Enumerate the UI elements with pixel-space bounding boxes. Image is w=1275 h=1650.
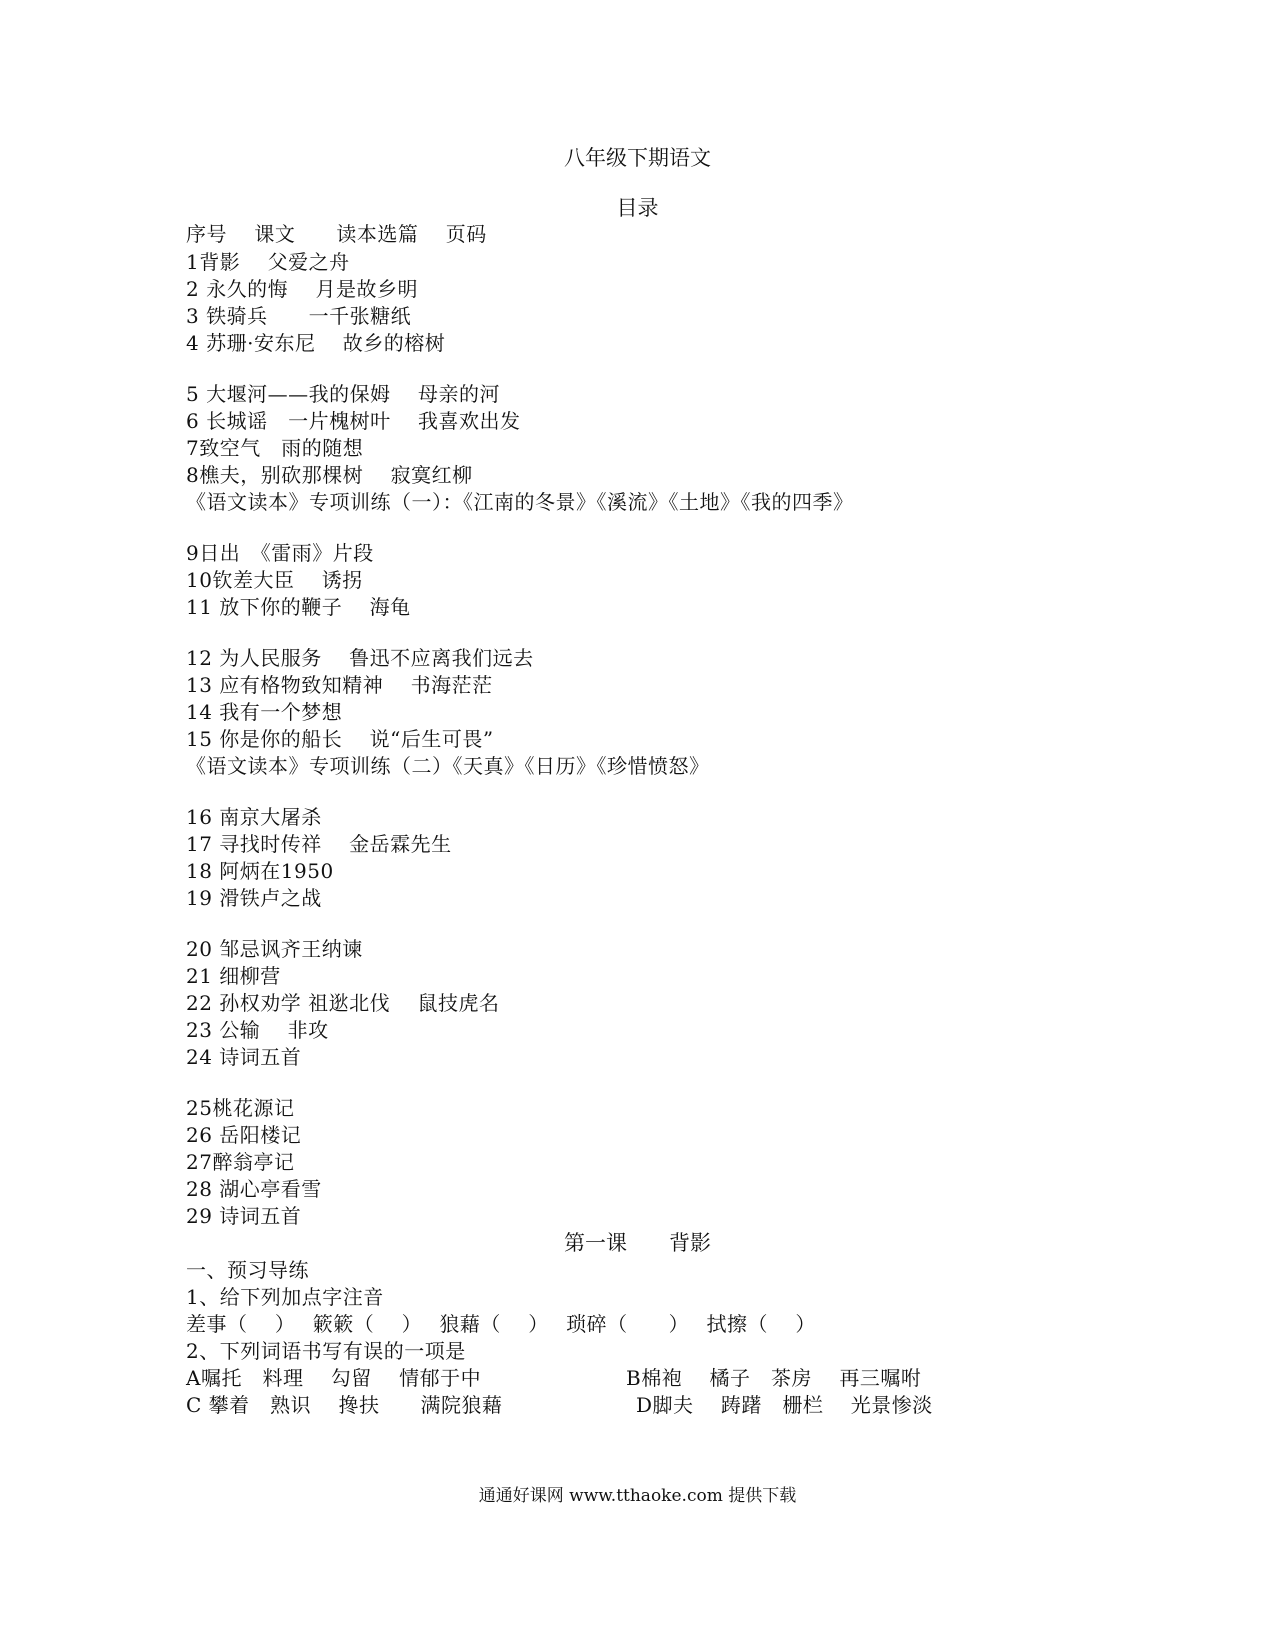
toc-item: 13 应有格物致知精神 书海茫茫	[186, 673, 493, 697]
section-heading: 一、预习导练	[186, 1258, 309, 1282]
toc-item: 8樵夫，别砍那棵树 寂寞红柳	[186, 463, 473, 487]
lesson-title: 第一课 背影	[564, 1231, 711, 1255]
toc-heading: 目录	[616, 196, 659, 220]
toc-item: 24 诗词五首	[186, 1045, 302, 1069]
question-2: 2、下列词语书写有误的一项是	[186, 1339, 466, 1363]
toc-item: 5 大堰河——我的保姆 母亲的河	[186, 382, 500, 406]
toc-item: 4 苏珊·安东尼 故乡的榕树	[186, 331, 446, 355]
toc-special-training: 《语文读本》专项训练（一）：《江南的冬景》《溪流》《土地》《我的四季》	[186, 490, 854, 514]
question-1-items: 差事（ ） 簌簌（ ） 狼藉（ ） 琐碎（ ） 拭擦（ ）	[186, 1312, 816, 1336]
toc-item: 14 我有一个梦想	[186, 700, 343, 724]
option-c: C 攀着 熟识 搀扶 满院狼藉	[186, 1393, 503, 1417]
toc-item: 27醉翁亭记	[186, 1150, 295, 1174]
toc-item: 3 铁骑兵 一千张糖纸	[186, 304, 412, 328]
toc-item: 6 长城谣 一片槐树叶 我喜欢出发	[186, 409, 521, 433]
toc-item: 22 孙权劝学 祖逖北伐 鼠技虎名	[186, 991, 500, 1015]
toc-header-row: 序号 课文 读本选篇 页码	[186, 222, 487, 246]
toc-item: 9日出 《雷雨》片段	[186, 541, 374, 565]
toc-item: 25桃花源记	[186, 1096, 295, 1120]
page-footer: 通通好课网 www.tthaoke.com 提供下载	[478, 1486, 797, 1506]
toc-item: 15 你是你的船长 说“后生可畏”	[186, 727, 494, 751]
toc-item: 18 阿炳在1950	[186, 859, 334, 883]
document-title: 八年级下期语文	[564, 146, 711, 170]
option-a: A嘱托 料理 勾留 情郁于中	[186, 1366, 482, 1390]
toc-item: 19 滑铁卢之战	[186, 886, 322, 910]
toc-item: 16 南京大屠杀	[186, 805, 322, 829]
option-d: D脚夫 踌躇 栅栏 光景惨淡	[636, 1393, 933, 1417]
toc-item: 21 细柳营	[186, 964, 281, 988]
toc-item: 28 湖心亭看雪	[186, 1177, 322, 1201]
toc-item: 17 寻找时传祥 金岳霖先生	[186, 832, 452, 856]
toc-item: 12 为人民服务 鲁迅不应离我们远去	[186, 646, 534, 670]
toc-item: 1背影 父爱之舟	[186, 250, 350, 274]
toc-item: 7致空气 雨的随想	[186, 436, 364, 460]
toc-item: 23 公输 非攻	[186, 1018, 329, 1042]
question-1: 1、给下列加点字注音	[186, 1285, 384, 1309]
toc-item: 11 放下你的鞭子 海龟	[186, 595, 411, 619]
toc-special-training: 《语文读本》专项训练（二）《天真》《日历》《珍惜愤怒》	[186, 754, 710, 778]
toc-item: 20 邹忌讽齐王纳谏	[186, 937, 363, 961]
toc-item: 26 岳阳楼记	[186, 1123, 302, 1147]
option-b: B棉袍 橘子 茶房 再三嘱咐	[626, 1366, 922, 1390]
toc-item: 10钦差大臣 诱拐	[186, 568, 363, 592]
toc-item: 2 永久的悔 月是故乡明	[186, 277, 418, 301]
toc-item: 29 诗词五首	[186, 1204, 302, 1228]
